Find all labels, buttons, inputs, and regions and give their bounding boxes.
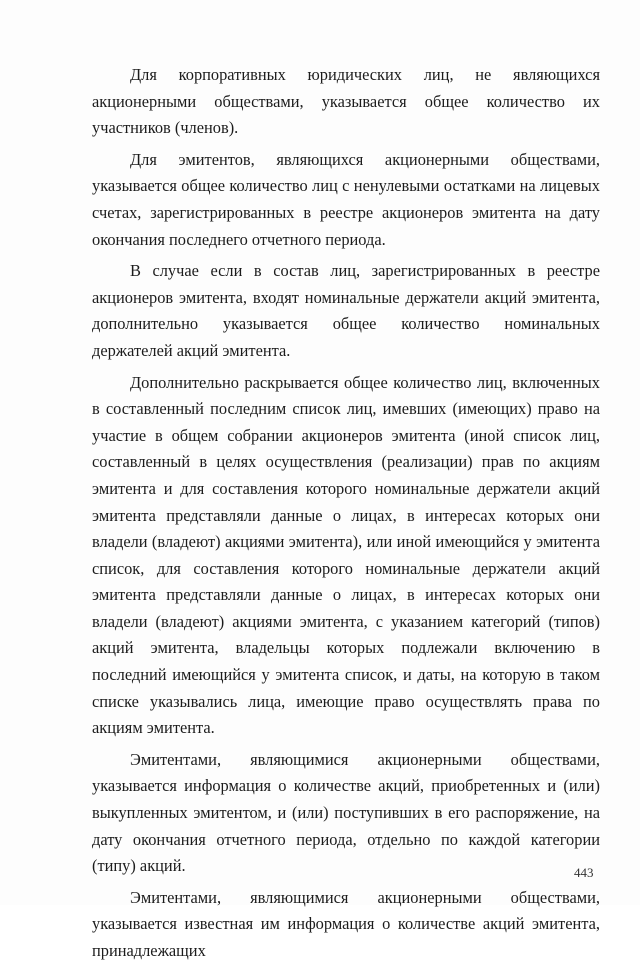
paragraph-treasury-shares: Эмитентами, являющимися акционерными обществами, указывается информация о количестве акций, приобретенных и (или) выкупленных эмитентом, и (или) поступивших в его распоряжение, на дату окончания отчетного периода, отдельно по каждой категории (типу) акций. (92, 749, 600, 876)
document-body (92, 62, 600, 965)
paragraph-known-holdings: Эмитентами, являющимися акционерными обществами, указывается известная им информация о количестве акций эмитента, принадлежащих (92, 887, 600, 960)
paragraph-meeting-list: Дополнительно раскрывается общее количество лиц, включенных в составленный последним список лиц, имевших (имеющих) право на участие в общем собрании акционеров эмитента (иной список лиц, составленный в целях осуществления (реализации) прав по акциям эмитента и для составления которого номинальные держатели акций эмитента представляли данные о лицах, в интересах которых они владели (владеют) акциями эмитента), или иной имеющийся у эмитента список, для составления которого номинальные держатели акций эмитента представляли данные о лицах, в интересах которых они владели (владеют) акциями эмитента, с указанием категорий (типов) акций эмитента, владельцы которых подлежали включению в последний имеющийся у эмитента список, и даты, на которую в таком списке указывались лица, имеющие право осуществлять права по акциям эмитента. (92, 372, 600, 738)
paragraph-corporate-participants: Для корпоративных юридических лиц, не являющихся акционерными обществами, указывается общее количество их участников (членов). (92, 65, 600, 138)
paragraph-nominal-holders: В случае если в состав лиц, зарегистрированных в реестре акционеров эмитента, входят номинальные держатели акций эмитента, дополнительно указывается общее количество номинальных держателей акций эмитента. (92, 261, 600, 360)
page-number: 443 (574, 865, 594, 880)
paragraph-shareholder-count: Для эмитентов, являющихся акционерными обществами, указывается общее количество лиц с ненулевыми остатками на лицевых счетах, зарегистрированных в реестре акционеров эмитента на дату окончания последнего отчетного периода. (92, 149, 600, 249)
